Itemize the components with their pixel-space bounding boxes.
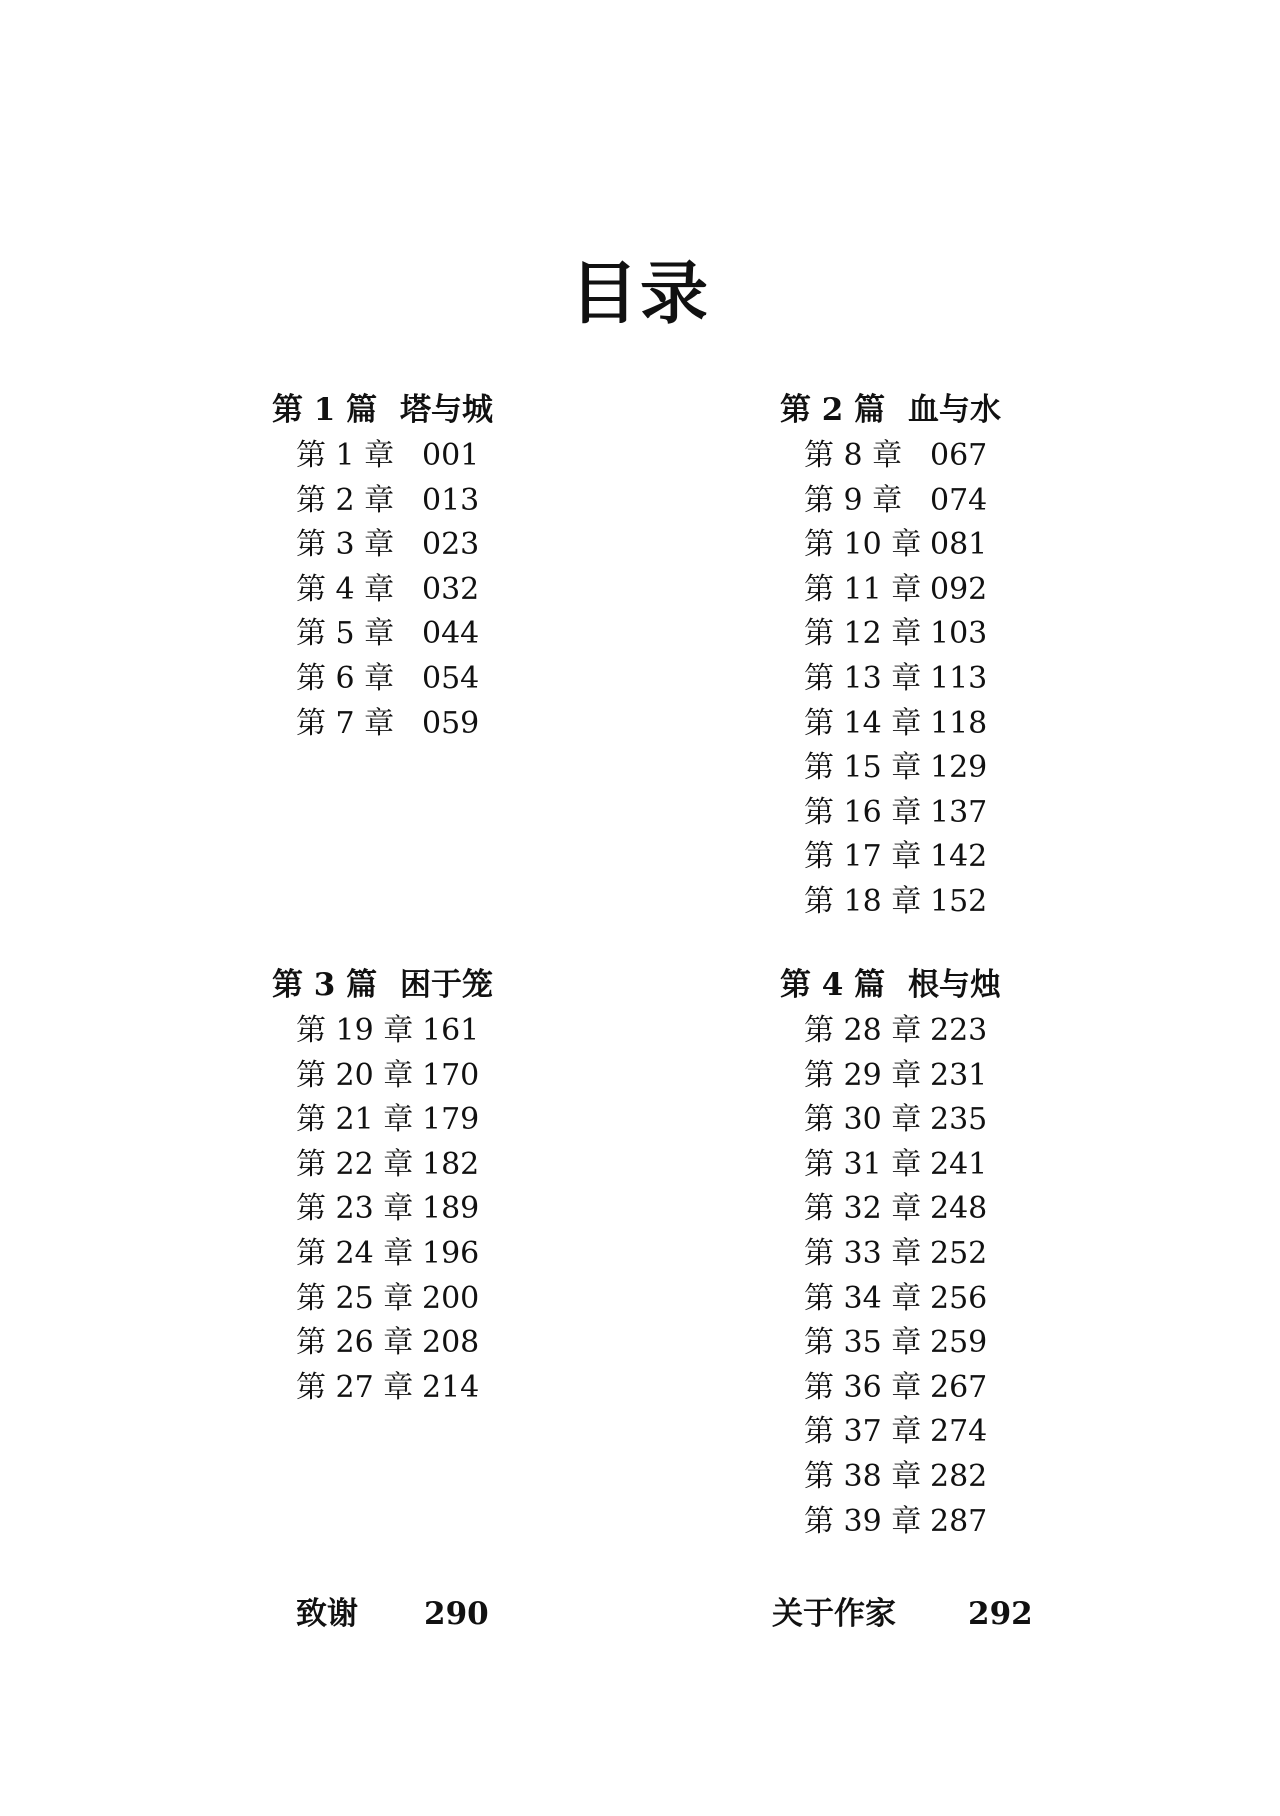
chapter-entry[interactable]	[780, 479, 1001, 524]
chapter-page-number: 179	[422, 1102, 480, 1138]
chapter-label: 第 22 章	[296, 1146, 414, 1182]
chapter-entry[interactable]	[272, 523, 493, 568]
chapter-page-number: 092	[930, 571, 988, 607]
chapter-entry[interactable]	[780, 1455, 1001, 1500]
chapter-entry[interactable]	[780, 657, 1001, 702]
chapter-entry[interactable]	[272, 657, 493, 702]
part-number: 第 2 篇	[780, 392, 886, 428]
chapter-page-number: 241	[930, 1146, 988, 1182]
chapter-page-number: 214	[422, 1369, 480, 1405]
part-header[interactable]	[780, 390, 1001, 434]
toc-part-3	[272, 965, 493, 1410]
about-author-page-number: 292	[968, 1596, 1033, 1632]
chapter-label: 第 15 章	[804, 750, 922, 786]
chapter-page-number: 256	[930, 1280, 988, 1316]
chapter-entry[interactable]	[780, 1366, 1001, 1411]
chapter-entry[interactable]	[780, 880, 1001, 925]
chapter-label: 第 10 章	[804, 527, 922, 563]
chapter-label: 第 29 章	[804, 1057, 922, 1093]
chapter-entry[interactable]	[780, 1187, 1001, 1232]
toc-part-2	[780, 390, 1001, 925]
chapter-page-number: 032	[422, 571, 480, 607]
chapter-page-number: 067	[930, 438, 988, 473]
chapter-page-number: 259	[930, 1325, 988, 1361]
chapter-page-number: 223	[930, 1013, 988, 1048]
chapter-entry[interactable]	[780, 746, 1001, 791]
chapter-page-number: 129	[930, 750, 988, 786]
chapter-page-number: 023	[422, 527, 480, 563]
chapter-label: 第 5 章	[296, 616, 395, 652]
chapter-label: 第 28 章	[804, 1013, 922, 1048]
chapter-page-number: 081	[930, 527, 988, 563]
chapter-entry[interactable]	[780, 1054, 1001, 1099]
chapter-entry[interactable]	[272, 1054, 493, 1099]
chapter-label: 第 38 章	[804, 1458, 922, 1494]
acknowledgements-entry[interactable]	[296, 1592, 496, 1636]
chapter-entry[interactable]	[272, 1143, 493, 1188]
chapter-page-number: 274	[930, 1414, 988, 1450]
chapter-label: 第 6 章	[296, 660, 395, 696]
chapter-entry[interactable]	[272, 568, 493, 613]
chapter-label: 第 39 章	[804, 1503, 922, 1539]
chapter-page-number: 235	[930, 1102, 988, 1138]
chapter-page-number: 252	[930, 1235, 988, 1271]
chapter-page-number: 282	[930, 1458, 988, 1494]
chapter-label: 第 18 章	[804, 883, 922, 919]
chapter-entry[interactable]	[272, 479, 493, 524]
chapter-page-number: 142	[930, 839, 988, 875]
part-title: 塔与城	[400, 392, 493, 428]
chapter-entry[interactable]	[780, 1277, 1001, 1322]
chapter-entry[interactable]	[272, 1277, 493, 1322]
part-title: 根与烛	[908, 967, 1001, 1003]
chapter-label: 第 4 章	[296, 571, 395, 607]
page-title: 目录	[569, 255, 710, 334]
chapter-page-number: 267	[930, 1369, 988, 1405]
chapter-label: 第 26 章	[296, 1325, 414, 1361]
chapter-entry[interactable]	[272, 434, 493, 479]
chapter-label: 第 33 章	[804, 1235, 922, 1271]
part-number: 第 1 篇	[272, 392, 378, 428]
about-author-label: 关于作家	[772, 1596, 896, 1632]
chapter-page-number: 161	[422, 1013, 480, 1048]
chapter-page-number: 208	[422, 1325, 480, 1361]
chapter-label: 第 31 章	[804, 1146, 922, 1182]
chapter-page-number: 137	[930, 794, 988, 830]
part-number: 第 3 篇	[272, 967, 378, 1003]
chapter-entry[interactable]	[272, 702, 493, 747]
chapter-label: 第 11 章	[804, 571, 922, 607]
chapter-page-number: 231	[930, 1057, 988, 1093]
part-title: 血与水	[908, 392, 1001, 428]
about-author-entry[interactable]	[772, 1592, 1032, 1636]
chapter-label: 第 27 章	[296, 1369, 414, 1405]
chapter-page-number: 170	[422, 1057, 480, 1093]
chapter-entry[interactable]	[780, 1143, 1001, 1188]
chapter-page-number: 103	[930, 616, 988, 652]
chapter-entry[interactable]	[780, 568, 1001, 613]
toc-part-4	[780, 965, 1001, 1544]
chapter-label: 第 25 章	[296, 1280, 414, 1316]
acknowledgements-label: 致谢	[296, 1596, 358, 1632]
chapter-label: 第 7 章	[296, 705, 395, 741]
chapter-label: 第 14 章	[804, 705, 922, 741]
chapter-label: 第 35 章	[804, 1325, 922, 1361]
part-header[interactable]	[780, 965, 1001, 1009]
chapter-page-number: 182	[422, 1146, 480, 1182]
chapter-page-number: 152	[930, 883, 988, 919]
chapter-entry[interactable]	[272, 612, 493, 657]
chapter-page-number: 248	[930, 1191, 988, 1227]
chapter-page-number: 118	[930, 705, 988, 741]
chapter-entry[interactable]	[780, 1321, 1001, 1366]
chapter-entry[interactable]	[780, 1009, 1001, 1054]
chapter-entry[interactable]	[780, 791, 1001, 836]
chapter-page-number: 196	[422, 1235, 480, 1271]
chapter-page-number: 287	[930, 1503, 988, 1539]
chapter-label: 第 36 章	[804, 1369, 922, 1405]
chapter-page-number: 001	[422, 438, 480, 473]
chapter-label: 第 17 章	[804, 839, 922, 875]
chapter-entry[interactable]	[780, 1410, 1001, 1455]
part-header[interactable]	[272, 965, 493, 1009]
chapter-entry[interactable]	[780, 1232, 1001, 1277]
chapter-label: 第 16 章	[804, 794, 922, 830]
chapter-label: 第 37 章	[804, 1414, 922, 1450]
chapter-entry[interactable]	[780, 523, 1001, 568]
chapter-page-number: 059	[422, 705, 480, 741]
chapter-entry[interactable]	[780, 835, 1001, 880]
chapter-page-number: 054	[422, 660, 480, 696]
chapter-entry[interactable]	[272, 1098, 493, 1143]
chapter-label: 第 3 章	[296, 527, 395, 563]
chapter-entry[interactable]	[272, 1232, 493, 1277]
chapter-entry[interactable]	[272, 1187, 493, 1232]
chapter-label: 第 9 章	[804, 482, 903, 518]
chapter-entry[interactable]	[780, 1098, 1001, 1143]
chapter-page-number: 113	[930, 660, 988, 696]
chapter-entry[interactable]	[272, 1321, 493, 1366]
acknowledgements-page-number: 290	[424, 1596, 489, 1632]
chapter-page-number: 200	[422, 1280, 480, 1316]
chapter-entry[interactable]	[780, 1500, 1001, 1545]
part-number: 第 4 篇	[780, 967, 886, 1003]
chapter-label: 第 13 章	[804, 660, 922, 696]
chapter-entry[interactable]	[780, 612, 1001, 657]
chapter-entry[interactable]	[272, 1009, 493, 1054]
chapter-page-number: 013	[422, 482, 480, 518]
chapter-label: 第 32 章	[804, 1191, 922, 1227]
chapter-label: 第 19 章	[296, 1013, 414, 1048]
chapter-label: 第 8 章	[804, 438, 903, 473]
chapter-entry[interactable]	[780, 702, 1001, 747]
chapter-label: 第 2 章	[296, 482, 395, 518]
chapter-label: 第 23 章	[296, 1191, 414, 1227]
toc-part-1	[272, 390, 493, 746]
chapter-entry[interactable]	[272, 1366, 493, 1411]
chapter-label: 第 21 章	[296, 1102, 414, 1138]
chapter-page-number: 189	[422, 1191, 480, 1227]
chapter-page-number: 044	[422, 616, 480, 652]
chapter-label: 第 30 章	[804, 1102, 922, 1138]
part-header[interactable]	[272, 390, 493, 434]
part-title: 困于笼	[400, 967, 493, 1003]
chapter-label: 第 34 章	[804, 1280, 922, 1316]
chapter-label: 第 12 章	[804, 616, 922, 652]
chapter-label: 第 24 章	[296, 1235, 414, 1271]
chapter-label: 第 20 章	[296, 1057, 414, 1093]
chapter-label: 第 1 章	[296, 438, 395, 473]
chapter-page-number: 074	[930, 482, 988, 518]
chapter-entry[interactable]	[780, 434, 1001, 479]
